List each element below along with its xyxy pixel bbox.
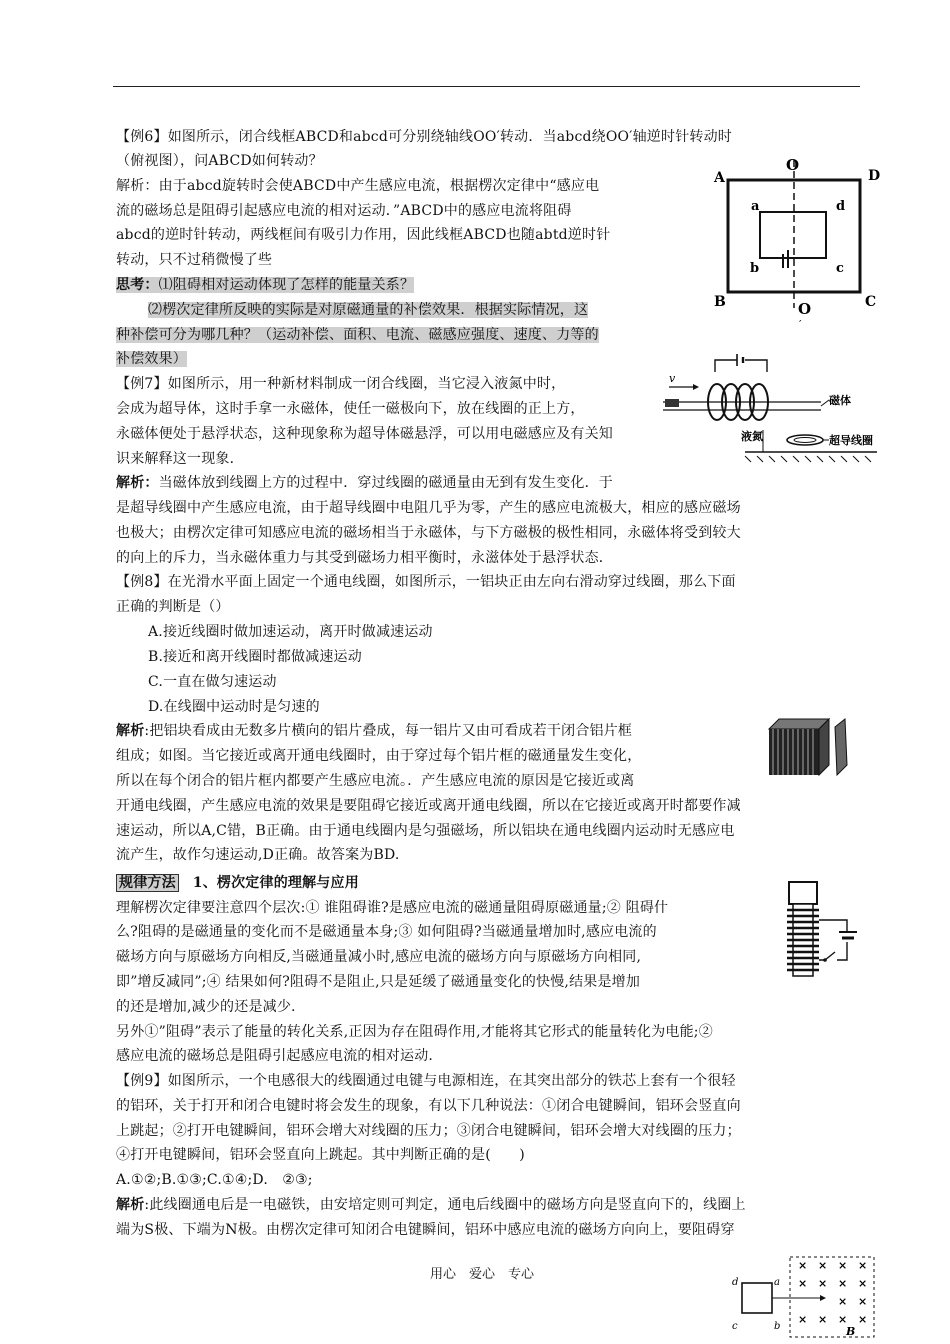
method-line6: 另外①”阻碍”表示了能量的转化关系,正因为存在阻碍作用,才能将其它形式的能量转化为电能;② — [116, 1024, 713, 1040]
analysis6-line1: 解析：由于abcd旋转时会使ABCD中产生感应电流，根据楞次定律中“感应电 — [116, 178, 600, 194]
figure-superconductor — [645, 352, 885, 470]
figure-frames-axis — [708, 150, 888, 335]
example8-option-a: A.接近线圈时做加速运动，离开时做减速运动 — [148, 624, 433, 640]
label-O: O — [786, 156, 800, 174]
method-label: 规律方法 — [116, 874, 179, 892]
analysis6-line2: 流的磁场总是阻碍引起感应电流的相对运动．”ABCD中的感应电流将阻碍 — [116, 203, 572, 219]
think-line3: 种补偿可分为哪几种？（运动补偿、面积、电流、磁感应强度、速度、力等的 — [116, 327, 599, 343]
label-c: c — [836, 261, 844, 276]
label-d: d — [836, 199, 846, 214]
analysis8-line1: 解析:把铝块看成由无数多片横向的铝片叠成，每一铝片又由可看成若干闭合铝片框 — [116, 723, 633, 739]
label-D: D — [868, 168, 881, 184]
label-b2: b — [774, 1321, 781, 1332]
analysis9-line1: 解析:此线圈通电后是一电磁铁，由安培定则可判定，通电后线圈中的磁场方向是竖直向下的，线圈上 — [116, 1197, 746, 1213]
example7-line2: 会成为超导体，这时手拿一永磁体，使任一磁极向下，放在线圈的正上方， — [116, 401, 585, 417]
field-cross: × — [798, 1313, 808, 1326]
analysis7-line3: 也极大；由楞次定律可知感应电流的磁场相当于永磁体，与下方磁极的极性相同，永磁体将受到较大 — [116, 525, 741, 541]
header-rule — [113, 86, 860, 87]
example9-line2: 的铝环，关于打开和闭合电键时将会发生的现象，有以下几种说法：①闭合电键瞬间，铝环会竖直向 — [116, 1098, 741, 1114]
field-cross: × — [838, 1295, 848, 1308]
think-line1: 思考：⑴阻碍相对运动体现了怎样的能量关系？ — [116, 277, 415, 293]
field-cross: × — [798, 1259, 808, 1272]
figure-loop-field — [728, 1255, 878, 1340]
label-c2: c — [732, 1321, 738, 1332]
label-superconducting-coil: 超导线圈 — [829, 434, 873, 447]
label-magnet: 磁体 — [829, 394, 851, 407]
field-cross: × — [858, 1295, 868, 1308]
field-cross: × — [838, 1313, 848, 1326]
field-cross: × — [858, 1277, 868, 1290]
analysis-label: 解析： — [116, 475, 159, 491]
analysis-label: 解析： — [116, 178, 159, 194]
example9-line3: 上跳起；②打开电键瞬间，铝环会增大对线圈的压力；③闭合电键瞬间，铝环会增大对线圈的压力； — [116, 1123, 741, 1139]
example7-line4: 识来解释这一现象． — [116, 451, 244, 467]
example8-option-d: D.在线圈中运动时是匀速的 — [148, 699, 320, 715]
field-cross: × — [838, 1259, 848, 1272]
label-O-prime: O — [798, 300, 812, 318]
method-line2: 么?阻碍的是磁通量的变化而不是磁通量本身;③ 如何阻碍?当磁通量增加时,感应电流的 — [116, 924, 657, 940]
example8-option-c: C.一直在做匀速运动 — [148, 674, 277, 690]
label-v: v — [669, 372, 676, 385]
method-line7: 感应电流的磁场总是阻碍引起感应电流的相对运动. — [116, 1048, 434, 1064]
analysis8-line6: 流产生，故作匀速运动,D正确。故答案为BD. — [116, 847, 400, 863]
method-line3: 磁场方向与原磁场方向相反,当磁通量减小时,感应电流的磁场方向与原磁场方向相同, — [116, 949, 642, 965]
method-line4: 即”增反减同”;④ 结果如何?阻碍不是阻止,只是延缓了磁通量变化的快慢,结果是增加 — [116, 974, 641, 990]
method-line5: 的还是增加,减少的还是减少. — [116, 999, 296, 1015]
think-line4: 补偿效果） — [116, 351, 187, 367]
analysis8-line2: 组成；如图。当它接近或离开通电线圈时，由于穿过每个铝片框的磁通量发生变化， — [116, 748, 642, 764]
label-B-field: B — [846, 1325, 856, 1338]
label-b: b — [750, 261, 760, 276]
field-cross: × — [858, 1313, 868, 1326]
field-cross: × — [818, 1313, 828, 1326]
example7-line3: 永磁体便处于悬浮状态，这种现象称为超导体磁悬浮，可以用电磁感应及有关知 — [116, 426, 613, 442]
example7-line1: 【例7】如图所示，用一种新材料制成一闭合线圈，当它浸入液氮中时， — [116, 376, 566, 392]
label-C: C — [865, 294, 877, 310]
example8-line1: 【例8】在光滑水平面上固定一个通电线圈，如图所示，一铝块正由左向右滑动穿过线圈，那么下面 — [116, 574, 736, 590]
label-a2: a — [774, 1277, 780, 1288]
label-B: B — [714, 294, 726, 310]
page-footer: 用心 爱心 专心 — [430, 1267, 535, 1282]
think-line2: ⑵楞次定律所反映的实际是对原磁通量的补偿效果．根据实际情况，这 — [148, 302, 589, 318]
field-cross: × — [798, 1277, 808, 1290]
analysis7-line4: 的向上的斥力，当永磁体重力与其受到磁场力相平衡时，永滋体处于悬浮状态． — [116, 550, 613, 566]
field-cross: × — [818, 1259, 828, 1272]
field-cross: × — [818, 1277, 828, 1290]
analysis8-line5: 速运动，所以A,C错，B正确。由于通电线圈内是匀强磁场，所以铝块在通电线圈内运动时无感应电 — [116, 823, 735, 839]
label-liquid-nitrogen: 液氮 — [741, 430, 763, 443]
analysis7-line1: 解析：当磁体放到线圈上方的过程中．穿过线圈的磁通量由无到有发生变化．于 — [116, 475, 614, 491]
analysis-label: 解析 — [116, 1197, 145, 1213]
analysis6-line3: abcd的逆时针转动，两线框间有吸引力作用，因此线框ABCD也随abtd逆时针 — [116, 227, 611, 243]
think-label: 思考： — [116, 277, 159, 293]
label-A: A — [714, 170, 725, 186]
figure-coil-switch — [775, 880, 880, 990]
analysis8-line4: 开通电线圈，产生感应电流的效果是要阻碍它接近或离开通电线圈，所以在它接近或离开时都要作减 — [116, 798, 741, 814]
example9-line1: 【例9】如图所示，一个电感很大的线圈通过电键与电源相连，在其突出部分的铁芯上套有一个很轻 — [116, 1073, 736, 1089]
figure-aluminum-block — [765, 715, 855, 780]
analysis7-line2: 是超导线圈中产生感应电流，由于超导线圈中电阻几乎为零，产生的感应电流极大，相应的感应磁场 — [116, 500, 741, 516]
prime-mark: ′ — [799, 318, 802, 331]
field-crosses — [798, 1259, 867, 1326]
label-a: a — [751, 199, 760, 214]
field-cross: × — [838, 1277, 848, 1290]
method-line1: 理解楞次定律要注意四个层次:① 谁阻碍谁?是感应电流的磁通量阻碍原磁通量;② 阻碍什 — [116, 900, 669, 916]
example6-line2: （俯视图），问ABCD如何转动？ — [116, 153, 323, 169]
example6-line1: 【例6】如图所示，闭合线框ABCD和abcd可分别绕轴线OO′转动．当abcd绕OO′轴逆时针转动时 — [116, 129, 732, 145]
analysis6-line4: 转动，只不过稍微慢了些 — [116, 252, 273, 268]
analysis9-line2: 端为S极、下端为N极。由楞次定律可知闭合电键瞬间，铝环中感应电流的磁场方向向上，要阻碍穿 — [116, 1222, 735, 1238]
field-cross: × — [858, 1259, 868, 1272]
label-d2: d — [732, 1277, 739, 1288]
example9-line4: ④打开电键瞬间，铝环会竖直向上跳起。其中判断正确的是( ) — [116, 1147, 525, 1163]
analysis8-line3: 所以在每个闭合的铝片框内都要产生感应电流。．产生感应电流的原因是它接近或离 — [116, 773, 635, 789]
analysis-label: 解析 — [116, 723, 145, 739]
example9-options: A.①②;B.①③;C.①④;D. ②③; — [116, 1172, 313, 1188]
example8-option-b: B.接近和离开线圈时都做减速运动 — [148, 649, 362, 665]
example8-line2: 正确的判断是（） — [116, 599, 230, 615]
method-heading: 规律方法 1、楞次定律的理解与应用 — [116, 873, 359, 893]
